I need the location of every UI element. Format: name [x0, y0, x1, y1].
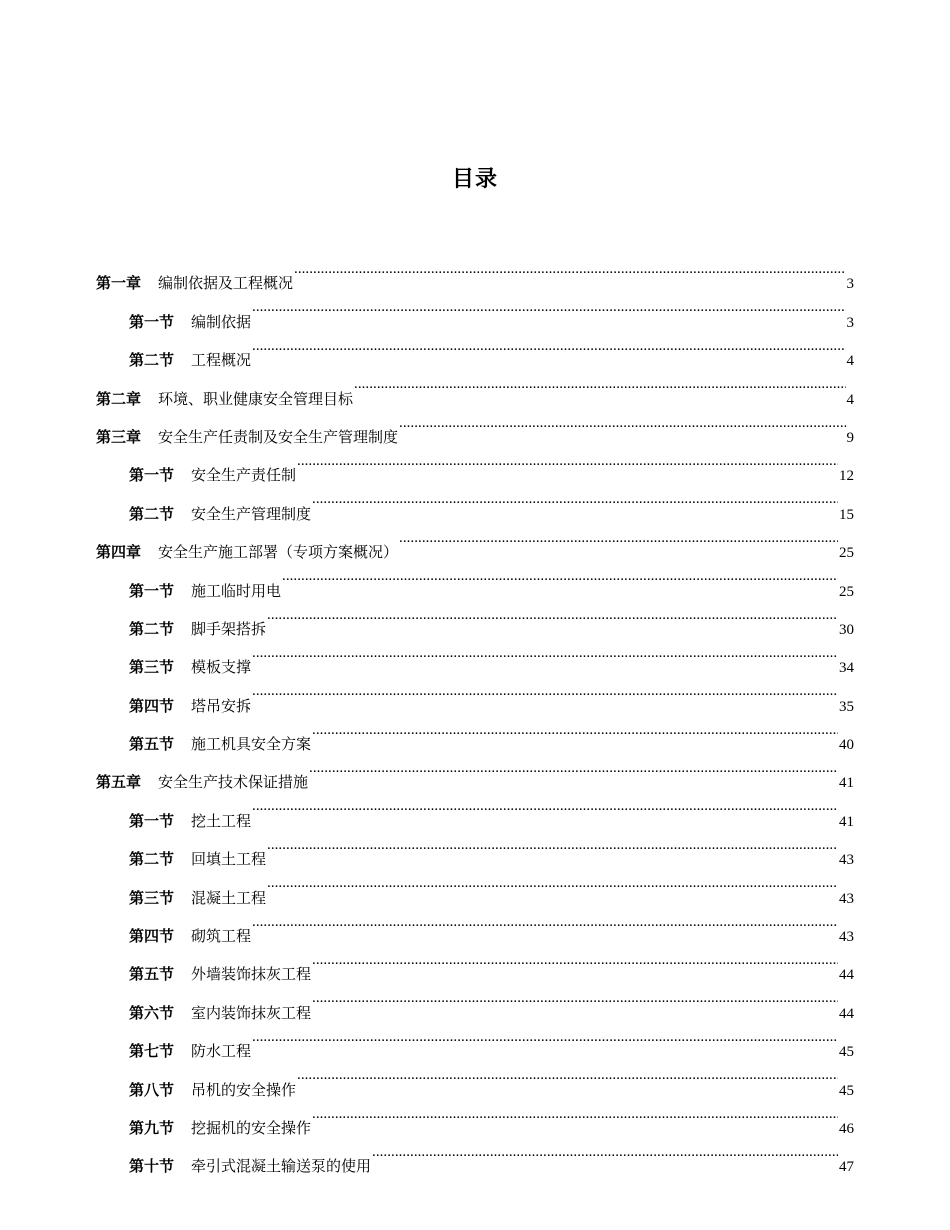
toc-page-number: 46 [839, 1120, 854, 1137]
toc-entry-title: 编制依据及工程概况 [158, 274, 294, 293]
table-of-contents [96, 250, 854, 1176]
toc-dot-leader [267, 864, 838, 902]
toc-page-number: 4 [846, 391, 854, 408]
toc-page-number: 40 [839, 737, 854, 754]
toc-dot-leader [297, 1056, 838, 1094]
toc-entry-title: 工程概况 [191, 351, 252, 370]
toc-page-number: 47 [839, 1159, 854, 1176]
toc-entry-number: 第三节 [129, 888, 175, 907]
toc-page-number: 41 [839, 775, 854, 792]
toc-entry-number: 第一节 [129, 811, 175, 830]
toc-dot-leader [267, 596, 838, 634]
toc-entry-title: 吊机的安全操作 [191, 1080, 297, 1099]
toc-entry-number: 第五节 [129, 735, 175, 754]
toc-page-number: 43 [839, 890, 854, 907]
toc-page-number: 30 [839, 621, 854, 638]
toc-dot-leader [312, 711, 838, 749]
toc-entry-number: 第二节 [129, 351, 175, 370]
toc-entry-number: 第二节 [129, 504, 175, 523]
toc-dot-leader [312, 480, 838, 518]
toc-dot-leader [372, 1133, 838, 1171]
toc-entry-title: 编制依据 [191, 312, 252, 331]
toc-page-number: 3 [846, 276, 854, 293]
toc-dot-leader [267, 826, 838, 864]
toc-entry-title: 安全生产技术保证措施 [158, 773, 309, 792]
toc-page-number: 9 [846, 429, 854, 446]
toc-page-number: 25 [839, 583, 854, 600]
toc-entry-title: 牵引式混凝土输送泵的使用 [191, 1157, 372, 1176]
toc-page-number: 25 [839, 545, 854, 562]
toc-dot-leader [252, 1018, 838, 1056]
toc-entry-number: 第一节 [129, 581, 175, 600]
toc-entry-title: 砌筑工程 [191, 927, 252, 946]
toc-page-number: 34 [839, 660, 854, 677]
toc-page-number: 44 [839, 967, 854, 984]
toc-page-number: 45 [839, 1082, 854, 1099]
toc-chapter-entry[interactable] [96, 250, 854, 293]
toc-entry-title: 脚手架搭拆 [191, 619, 267, 638]
toc-entry-title: 模板支撑 [191, 658, 252, 677]
toc-dot-leader [354, 365, 845, 403]
toc-entry-number: 第四节 [129, 696, 175, 715]
toc-entry-number: 第一章 [96, 274, 142, 293]
toc-entry-title: 室内装饰抹灰工程 [191, 1003, 312, 1022]
toc-dot-leader [294, 250, 845, 288]
toc-page-number: 15 [839, 506, 854, 523]
toc-dot-leader [252, 672, 838, 710]
toc-page-number: 4 [846, 353, 854, 370]
toc-page-number: 3 [846, 314, 854, 331]
toc-dot-leader [312, 941, 838, 979]
toc-entry-title: 施工机具安全方案 [191, 735, 312, 754]
toc-entry-title: 安全生产任责制及安全生产管理制度 [158, 427, 399, 446]
toc-entry-title: 环境、职业健康安全管理目标 [158, 389, 354, 408]
toc-entry-number: 第六节 [129, 1003, 175, 1022]
toc-entry-number: 第五节 [129, 965, 175, 984]
toc-entry-title: 挖掘机的安全操作 [191, 1118, 312, 1137]
toc-dot-leader [252, 787, 838, 825]
toc-entry-number: 第一节 [129, 466, 175, 485]
page-title: 目录 [451, 167, 498, 192]
toc-dot-leader [309, 749, 838, 787]
toc-entry-number: 第九节 [129, 1118, 175, 1137]
toc-entry-number: 第七节 [129, 1042, 175, 1061]
toc-entry-title: 安全生产管理制度 [191, 504, 312, 523]
toc-page-number: 35 [839, 698, 854, 715]
toc-entry-number: 第四章 [96, 543, 142, 562]
toc-page-number: 44 [839, 1005, 854, 1022]
toc-entry-title: 挖土工程 [191, 811, 252, 830]
toc-entry-title: 施工临时用电 [191, 581, 282, 600]
toc-dot-leader [252, 288, 845, 326]
toc-entry-number: 第二章 [96, 389, 142, 408]
toc-dot-leader [399, 519, 838, 557]
toc-dot-leader [312, 1095, 838, 1133]
toc-entry-number: 第四节 [129, 927, 175, 946]
toc-dot-leader [399, 404, 845, 442]
toc-entry-title: 回填土工程 [191, 850, 267, 869]
toc-dot-leader [252, 903, 838, 941]
toc-entry-title: 防水工程 [191, 1042, 252, 1061]
toc-dot-leader [297, 442, 838, 480]
toc-entry-title: 安全生产施工部署（专项方案概况） [158, 543, 399, 562]
toc-entry-number: 第一节 [129, 312, 175, 331]
toc-entry-number: 第八节 [129, 1080, 175, 1099]
toc-dot-leader [312, 979, 838, 1017]
toc-entry-title: 安全生产责任制 [191, 466, 297, 485]
toc-entry-title: 塔吊安拆 [191, 696, 252, 715]
toc-page-number: 45 [839, 1044, 854, 1061]
toc-dot-leader [252, 327, 845, 365]
toc-entry-number: 第二节 [129, 850, 175, 869]
toc-entry-number: 第三节 [129, 658, 175, 677]
toc-page-number: 43 [839, 852, 854, 869]
toc-dot-leader [282, 557, 838, 595]
toc-page-number: 43 [839, 929, 854, 946]
toc-entry-title: 混凝土工程 [191, 888, 267, 907]
toc-entry-title: 外墙装饰抹灰工程 [191, 965, 312, 984]
toc-page-number: 12 [839, 468, 854, 485]
toc-dot-leader [252, 634, 838, 672]
toc-entry-number: 第三章 [96, 427, 142, 446]
toc-entry-number: 第十节 [129, 1157, 175, 1176]
toc-entry-number: 第五章 [96, 773, 142, 792]
toc-entry-number: 第二节 [129, 619, 175, 638]
toc-page-number: 41 [839, 813, 854, 830]
